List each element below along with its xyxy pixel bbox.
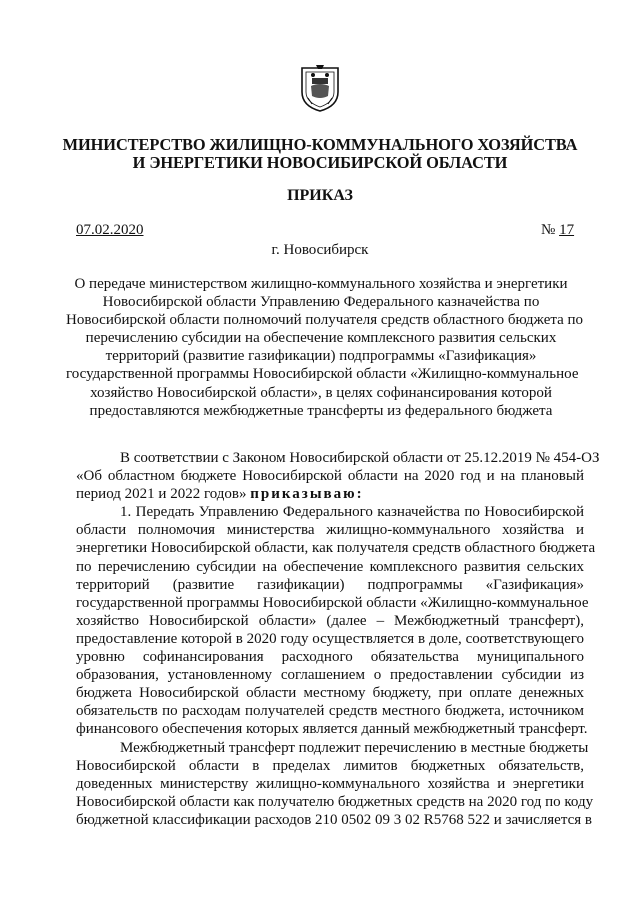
body-line: В соответствии с Законом Новосибирской области от 25.12.2019 № 454-ОЗ <box>120 450 600 466</box>
document-type: ПРИКАЗ <box>287 187 353 204</box>
coat-of-arms-emblem <box>298 62 342 112</box>
body-line: образования, установленному соглашением о предоставлении субсидии из <box>76 667 584 684</box>
subject-line: О передаче министерством жилищно-коммунального хозяйства и энергетики <box>74 276 568 292</box>
order-directive: приказываю: <box>250 486 364 503</box>
subject-line: территорий (развитие газификации) подпрограммы «Газификация» <box>105 348 537 365</box>
body-line: области полномочия министерства жилищно-коммунального хозяйства и <box>76 522 584 539</box>
subject-line: Новосибирской области Управлению Федерального казначейства по <box>102 294 540 311</box>
order-date: 07.02.2020 <box>76 222 144 238</box>
body-line: бюджетной классификации расходов 210 0502 09 3 02 R5768 522 и зачисляется в <box>76 811 592 828</box>
order-number-prefix: № <box>541 222 560 238</box>
subject-line: государственной программы Новосибирской области «Жилищно-коммунальное <box>66 366 579 383</box>
body-line: энергетики Новосибирской области, как получателя средств областного бюджета <box>76 540 596 557</box>
body-text: период 2021 и 2022 годов» <box>76 486 251 503</box>
body-line: 1. Передать Управлению Федерального казначейства по Новосибирской <box>120 504 584 521</box>
city: г. Новосибирск <box>271 242 369 258</box>
ministry-name <box>60 136 580 172</box>
subject-line: предоставляются межбюджетные трансферты из федерального бюджета <box>89 402 553 419</box>
ministry-name-line-1: МИНИСТЕРСТВО ЖИЛИЩНО-КОММУНАЛЬНОГО ХОЗЯЙСТВА <box>62 135 578 154</box>
subject-line: Новосибирской области полномочий получателя средств областного бюджета по <box>66 312 584 329</box>
body-line: Межбюджетный трансферт подлежит перечислению в местные бюджеты <box>120 739 589 756</box>
body-line: обязательств по расходам получателей средств местного бюджета, источником <box>76 703 584 720</box>
subject-line: хозяйство Новосибирской области», в целях софинансирования которой <box>90 384 552 401</box>
body-line: уровню софинансирования расходного обязательства муниципального <box>76 649 584 666</box>
document-body <box>76 449 600 829</box>
body-line: Новосибирской области в пределах лимитов бюджетных обязательств, <box>76 757 584 774</box>
body-line <box>76 485 584 503</box>
body-line: по перечислению субсидии на обеспечение комплексного развития сельских <box>76 558 584 575</box>
body-line: Новосибирской области как получателю бюджетных средств на 2020 год по коду <box>76 793 594 810</box>
body-line: бюджета Новосибирской области местному бюджету, при оплате денежных <box>76 685 584 702</box>
body-line: хозяйство Новосибирской области» (далее – Межбюджетный трансферт), <box>76 612 584 629</box>
body-line: «Об областном бюджете Новосибирской области на 2020 год и на плановый <box>76 468 584 485</box>
order-subject <box>66 275 584 420</box>
body-line: предоставление которой в 2020 году осуществляется в доле, соответствующего <box>76 630 584 647</box>
order-number-value: 17 <box>559 222 575 238</box>
ministry-name-line-2: И ЭНЕРГЕТИКИ НОВОСИБИРСКОЙ ОБЛАСТИ <box>132 153 508 172</box>
order-number <box>541 222 574 239</box>
body-line: финансового обеспечения которых является данный межбюджетный трансферт. <box>76 721 588 738</box>
body-line: государственной программы Новосибирской области «Жилищно-коммунальное <box>76 594 589 611</box>
subject-line: перечислению субсидии на обеспечение комплексного развития сельских <box>85 330 557 347</box>
body-line: доведенных министерству жилищно-коммунального хозяйства и энергетики <box>76 775 584 792</box>
body-line: территорий (развитие газификации) подпрограммы «Газификация» <box>76 576 584 593</box>
